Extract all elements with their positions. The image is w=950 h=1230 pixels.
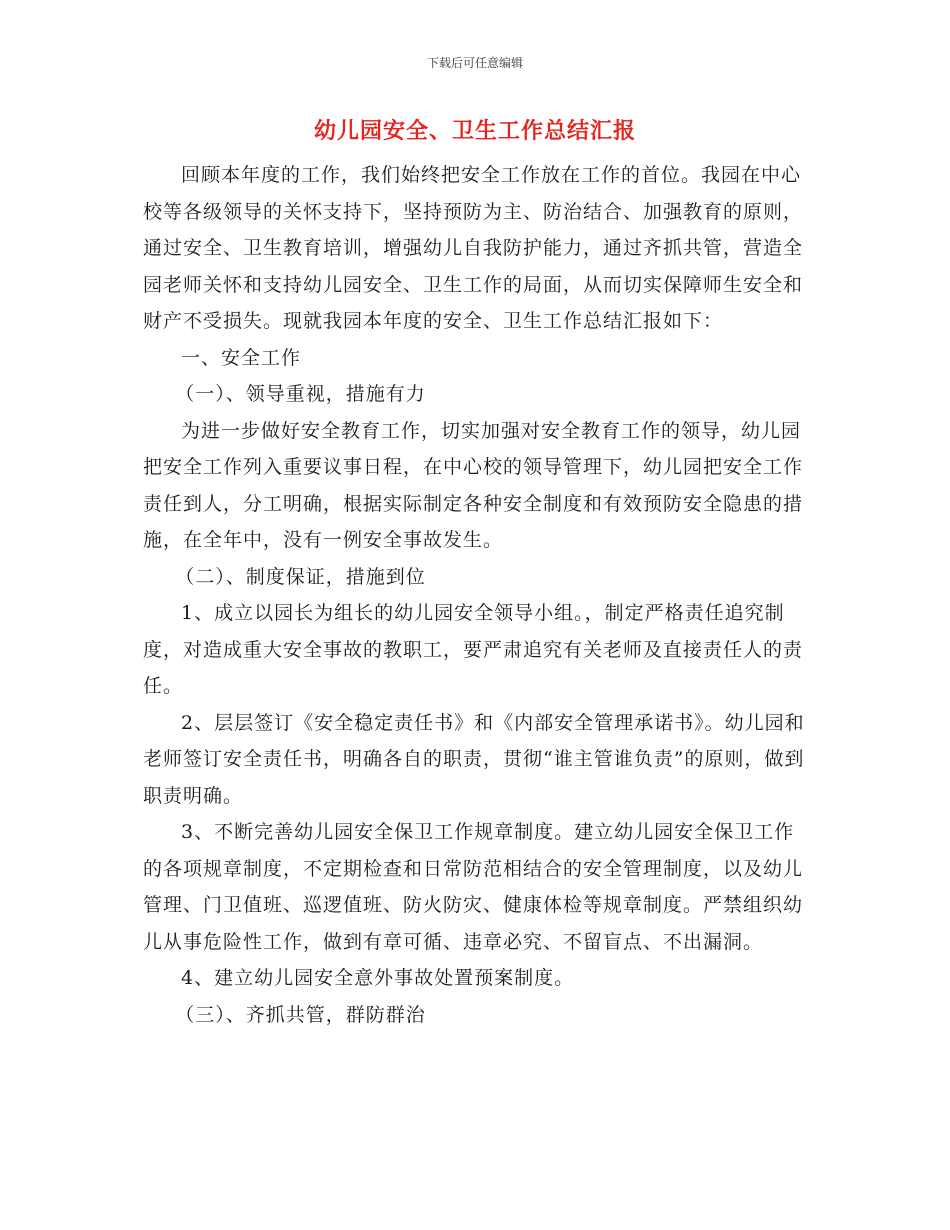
subsection-heading-2: （二）、制度保证，措施到位 (175, 565, 426, 588)
document-body (143, 157, 808, 1033)
paragraph-intro: 回顾本年度的工作，我们始终把安全工作放在工作的首位。我园在中心校等各级领导的关怀支持下，坚持预防为主、防治结合、加强教育的原则，通过安全、卫生教育培训，增强幼儿自我防护能力，通过齐抓共管，营造全园老师关怀和支持幼儿园安全、卫生工作的局面，从而切实保障师生安全和财产不受损失。现就我园本年度的安全、卫生工作总结汇报如下： (143, 164, 804, 332)
paragraph-item-3: 3、不断完善幼儿园安全保卫工作规章制度。建立幼儿园安全保卫工作的各项规章制度，不定期检查和日常防范相结合的安全管理制度，以及幼儿管理、门卫值班、巡逻值班、防火防灾、健康体检等规章制度。严禁组织幼儿从事危险性工作，做到有章可循、违章必究、不留盲点、不出漏洞。 (143, 821, 804, 953)
document-title: 幼儿园安全、卫生工作总结汇报 (313, 119, 636, 144)
paragraph-item-4: 4、建立幼儿园安全意外事故处置预案制度。 (181, 967, 575, 989)
paragraph-leadership: 为进一步做好安全教育工作，切实加强对安全教育工作的领导，幼儿园把安全工作列入重要议事日程，在中心校的领导管理下，幼儿园把安全工作责任到人，分工明确，根据实际制定各种安全制度和有效预防安全隐患的措施，在全年中，没有一例安全事故发生。 (143, 419, 804, 551)
section-heading-safety: 一、安全工作 (181, 346, 302, 369)
subsection-heading-1: （一）、领导重视，措施有力 (175, 383, 426, 405)
subsection-heading-3: （三）、齐抓共管，群防群治 (175, 1003, 426, 1026)
paragraph-item-2: 2、层层签订《安全稳定责任书》和《内部安全管理承诺书》。幼儿园和老师签订安全责任书，明确各自的职责，贯彻“谁主管谁负责”的原则，做到职责明确。 (143, 711, 805, 807)
paragraph-item-1: 1、成立以园长为组长的幼儿园安全领导小组。，制定严格责任追究制度，对造成重大安全事故的教职工，要严肃追究有关老师及直接责任人的责任。 (143, 602, 804, 697)
header-note: 下载后可任意编辑 (426, 56, 523, 70)
